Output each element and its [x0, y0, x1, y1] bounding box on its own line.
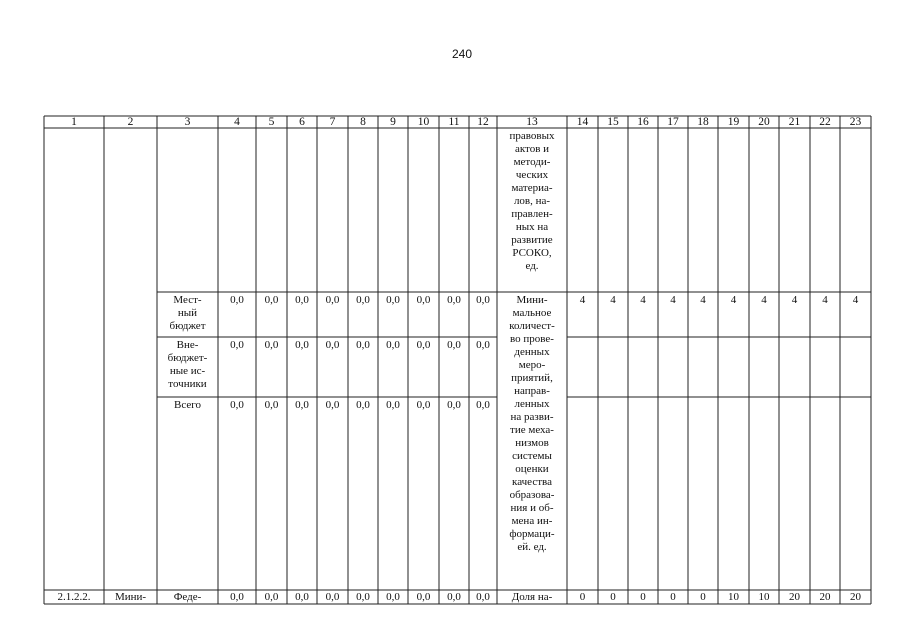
value-cell: 0,0 [325, 399, 340, 411]
page-number: 240 [451, 47, 473, 61]
value-cell: 0,0 [295, 294, 309, 306]
value-cell: 0,0 [325, 591, 340, 603]
funding-source-extrabudget: Вне- бюджет- ные ис- точники [167, 339, 208, 390]
target-cell: 20 [789, 591, 800, 603]
header-cell-1: 1 [71, 116, 77, 128]
header-cell-15: 15 [607, 116, 619, 128]
target-cell: 0 [640, 591, 646, 603]
value-cell: 0,0 [356, 294, 370, 306]
value-cell: 0,0 [386, 591, 400, 603]
header-cell-8: 8 [360, 116, 366, 128]
header-cell-17: 17 [667, 116, 679, 128]
header-cell-9: 9 [390, 116, 396, 128]
item-number: 2.1.2.2. [57, 591, 91, 603]
header-cell-5: 5 [268, 116, 275, 128]
value-cell: 0,0 [386, 294, 400, 306]
indicator-text-top: правовых актов и методи- ческих материа- лов, на- правлен- ных на развитие РСОКО, ед. [509, 130, 555, 272]
value-cell: 0,0 [230, 591, 244, 603]
funding-source-local: Мест- ный бюджет [169, 294, 206, 332]
value-cell: 0,0 [325, 294, 340, 306]
target-cell: 20 [819, 591, 831, 603]
indicator-text-bottom: Доля на- [511, 591, 553, 603]
header-cell-6: 6 [299, 116, 305, 128]
target-cell: 4 [730, 294, 737, 306]
target-cell: 4 [579, 294, 586, 306]
value-cell: 0,0 [386, 339, 400, 351]
header-cell-14: 14 [576, 116, 589, 128]
value-cell: 0,0 [356, 399, 370, 411]
header-cell-11: 11 [448, 116, 460, 128]
value-cell: 0,0 [447, 399, 461, 411]
target-cell: 4 [822, 294, 828, 306]
header-cell-18: 18 [697, 116, 709, 128]
header-cell-21: 21 [788, 116, 801, 128]
header-cell-4: 4 [234, 116, 240, 128]
value-cell: 0,0 [356, 591, 370, 603]
target-cell: 10 [728, 591, 739, 603]
target-cell: 4 [852, 294, 859, 306]
value-cell: 0,0 [264, 399, 279, 411]
value-cell: 0,0 [356, 339, 370, 351]
value-cell: 0,0 [295, 339, 309, 351]
target-cell: 0 [579, 591, 586, 603]
value-cell: 0,0 [295, 591, 309, 603]
value-cell: 0,0 [476, 339, 490, 351]
header-cell-13: 13 [526, 116, 538, 128]
indicator-text-mid: Мини- мальное количест- во прове- денных меро- приятий, направ- ленных на разви- тие меха- низмов системы оценки качества образова- ния и об- мена ин- формаци- ей. ед. [509, 294, 555, 553]
target-cell: 10 [758, 591, 770, 603]
target-cell: 4 [700, 294, 706, 306]
target-cell: 20 [850, 591, 861, 603]
header-cell-7: 7 [329, 116, 336, 128]
value-cell: 0,0 [476, 294, 490, 306]
target-cell: 4 [640, 294, 646, 306]
value-cell: 0,0 [476, 399, 490, 411]
target-cell: 0 [610, 591, 616, 603]
header-cell-20: 20 [758, 116, 770, 128]
value-cell: 0,0 [416, 399, 431, 411]
target-cell: 0 [700, 591, 706, 603]
header-cell-2: 2 [127, 116, 134, 128]
value-cell: 0,0 [264, 294, 279, 306]
value-cell: 0,0 [416, 339, 431, 351]
target-cell: 4 [761, 294, 767, 306]
value-cell: 0,0 [230, 294, 244, 306]
value-cell: 0,0 [295, 399, 309, 411]
header-cell-23: 23 [849, 116, 862, 128]
target-cell: 4 [670, 294, 676, 306]
value-cell: 0,0 [230, 339, 244, 351]
value-cell: 0,0 [264, 591, 279, 603]
value-cell: 0,0 [447, 339, 461, 351]
value-cell: 0,0 [264, 339, 279, 351]
value-cell: 0,0 [325, 339, 340, 351]
funding-source-total: Всего [174, 399, 201, 411]
header-cell-19: 19 [727, 116, 740, 128]
header-cell-16: 16 [637, 116, 649, 128]
target-cell: 0 [670, 591, 676, 603]
value-cell: 0,0 [230, 399, 244, 411]
target-cell: 4 [791, 294, 798, 306]
funding-source-federal: Феде- [173, 591, 202, 603]
header-cell-22: 22 [819, 116, 831, 128]
header-cell-3: 3 [184, 116, 191, 128]
header-cell-10: 10 [417, 116, 430, 128]
value-cell: 0,0 [476, 591, 490, 603]
value-cell: 0,0 [416, 591, 431, 603]
header-cell-12: 12 [477, 116, 489, 128]
item-name: Мини- [114, 591, 147, 603]
value-cell: 0,0 [416, 294, 431, 306]
value-cell: 0,0 [386, 399, 400, 411]
value-cell: 0,0 [447, 591, 461, 603]
target-cell: 4 [610, 294, 616, 306]
value-cell: 0,0 [447, 294, 461, 306]
